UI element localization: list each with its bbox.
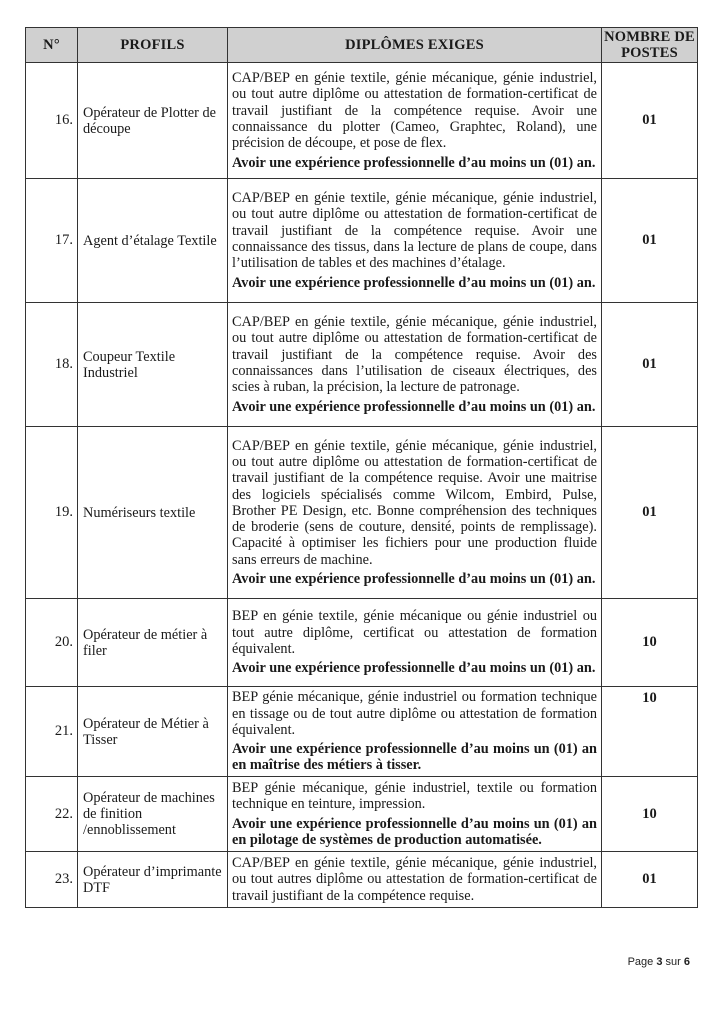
row-diploma (228, 852, 602, 908)
row-positions: 01 (602, 852, 698, 908)
row-number: 21. (26, 687, 78, 777)
page-number (628, 956, 690, 968)
profile-label: Opérateur de machines de finition /ennoblissement (83, 790, 215, 838)
table-row (26, 852, 698, 908)
table-row (26, 777, 698, 852)
profile-label: Coupeur Textile Industriel (83, 348, 176, 381)
row-profile (78, 303, 228, 427)
profile-label: Numériseurs textile (83, 504, 196, 521)
row-number: 22. (26, 777, 78, 852)
header-postes: NOMBRE DE POSTES (602, 28, 698, 63)
table-row (26, 179, 698, 303)
diploma-text: CAP/BEP en génie textile, génie mécanique, génie industriel, ou tout autres diplôme ou attestation de formation-certificat de travail justifiant de la compétence requise. (232, 855, 597, 904)
table-row (26, 427, 698, 599)
row-number: 19. (26, 427, 78, 599)
row-diploma (228, 303, 602, 427)
experience-requirement: Avoir une expérience professionnelle d’au moins un (01) an. (232, 154, 596, 171)
row-positions: 01 (602, 427, 698, 599)
row-diploma (228, 179, 602, 303)
profile-label: Opérateur d’imprimante DTF (83, 863, 222, 896)
profile-label: Opérateur de métier à filer (83, 626, 208, 659)
experience-requirement: Avoir une expérience professionnelle d’au moins un (01) an en maîtrise des métiers à tisser. (232, 741, 597, 774)
row-diploma (228, 687, 602, 777)
diploma-text: CAP/BEP en génie textile, génie mécanique, génie industriel, ou tout autre diplôme ou attestation de formation-certificat de travail justifiant de la compétence requise. Avoir des connaissances dans l’utilisation de ciseaux électriques, des scies à ruban, la précision, la lecture de patronage. (232, 314, 597, 396)
row-positions: 01 (602, 63, 698, 179)
row-diploma (228, 599, 602, 687)
row-profile (78, 179, 228, 303)
page-current: 3 (656, 956, 663, 968)
experience-requirement: Avoir une expérience professionnelle d’au moins un (01) an. (232, 571, 596, 588)
experience-requirement: Avoir une expérience professionnelle d’au moins un (01) an. (232, 660, 596, 677)
row-number: 23. (26, 852, 78, 908)
table-row (26, 303, 698, 427)
diploma-text: CAP/BEP en génie textile, génie mécanique, génie industriel, ou tout autre diplôme ou attestation de formation-certificat de travail justifiant de la compétence requise. Avoir une maitrise des logiciels spécialisés comme Wilcom, Embird, Pulse, Brother PE Design, etc. Bonne compréhension des techniques de broderie (sens de couture, densité, points de remplissage). Capacité à optimiser les fichiers pour une production fluide sans erreurs de machine. (232, 437, 597, 568)
row-diploma (228, 63, 602, 179)
row-positions: 01 (602, 303, 698, 427)
page-of: sur (665, 956, 681, 968)
header-profils: PROFILS (78, 28, 228, 63)
row-positions: 10 (602, 687, 698, 777)
table-header-row (26, 28, 698, 63)
diploma-text: BEP en génie textile, génie mécanique ou génie industriel ou tout autre diplôme, certificat ou attestation de formation équivalent. (232, 608, 597, 657)
header-diplomes: DIPLÔMES EXIGES (228, 28, 602, 63)
row-diploma (228, 777, 602, 852)
table-row (26, 599, 698, 687)
row-positions: 01 (602, 179, 698, 303)
row-profile (78, 852, 228, 908)
row-positions: 10 (602, 777, 698, 852)
row-profile (78, 427, 228, 599)
row-diploma (228, 427, 602, 599)
row-profile (78, 599, 228, 687)
profile-label: Opérateur de Métier à Tisser (83, 715, 209, 748)
diploma-text: CAP/BEP en génie textile, génie mécanique, génie industriel, ou tout autre diplôme ou attestation de formation-certificat de travail justifiant de la compétence requise. Avoir une connaissance du plotter (Cameo, Graphtec, Roland), une précision de découpe, et pose de flex. (232, 70, 597, 152)
profile-label: Agent d’étalage Textile (83, 232, 217, 249)
table-row (26, 63, 698, 179)
page-word: Page (627, 956, 654, 968)
row-number: 16. (26, 63, 78, 179)
job-profiles-table (25, 27, 698, 908)
diploma-text: BEP génie mécanique, génie industriel ou formation technique en tissage ou de tout autre diplôme ou attestation de formation équivalent. (232, 689, 597, 738)
diploma-text: CAP/BEP en génie textile, génie mécanique, génie industriel, ou tout autre diplôme ou attestation de formation-certificat de travail justifiant de la compétence requise. Avoir une connaissance des tissus, dans la lecture de plans de coupe, dans l’utilisation de tables et des machines d’étalage. (232, 190, 597, 272)
diploma-text: BEP génie mécanique, génie industriel, textile ou formation technique en teinture, impression. (232, 779, 597, 813)
row-profile (78, 63, 228, 179)
row-positions: 10 (602, 599, 698, 687)
page-total: 6 (683, 956, 690, 968)
table-row (26, 687, 698, 777)
experience-requirement: Avoir une expérience professionnelle d’au moins un (01) an. (232, 274, 596, 291)
row-profile (78, 777, 228, 852)
experience-requirement: Avoir une expérience professionnelle d’au moins un (01) an en pilotage de systèmes de production automatisée. (232, 815, 597, 848)
experience-requirement: Avoir une expérience professionnelle d’au moins un (01) an. (232, 398, 596, 415)
row-profile (78, 687, 228, 777)
row-number: 18. (26, 303, 78, 427)
profile-label: Opérateur de Plotter de découpe (83, 104, 216, 137)
row-number: 20. (26, 599, 78, 687)
header-num: N° (26, 28, 78, 63)
row-number: 17. (26, 179, 78, 303)
